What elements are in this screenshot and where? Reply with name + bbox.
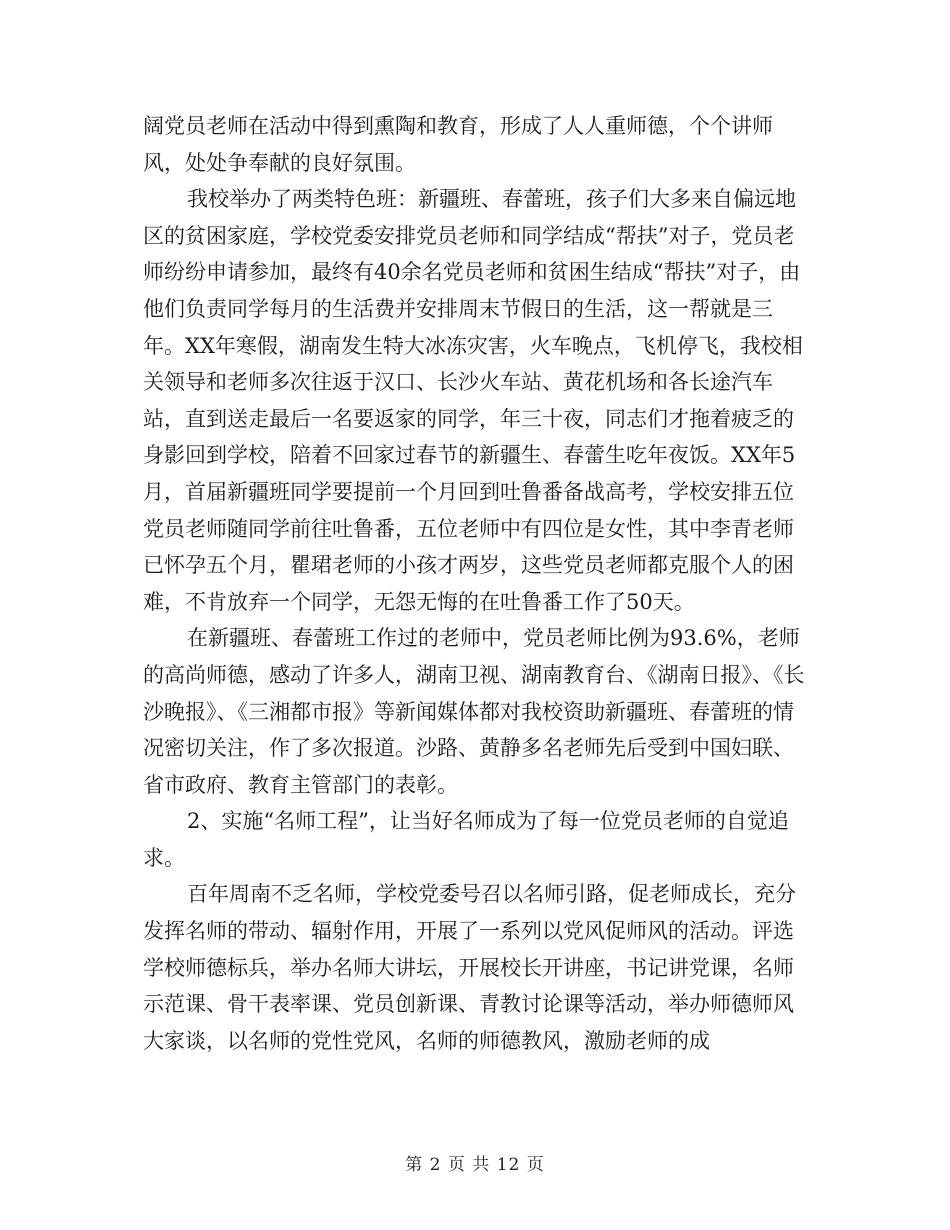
paragraph-5: 百年周南不乏名师，学校党委号召以名师引路，促老师成长，充分发挥名师的带动、辐射作用，开展了一系列以党风促师风的活动。评选学校师德标兵，举办名师大讲坛，开展校长开讲座，书记讲党课，名师示范课、骨干表率课、党员创新课、青教讨论课等活动，举办师德师风大家谈，以名师的党性党风，名师的师德教风，激励老师的成 <box>143 882 796 1053</box>
page-footer: 第 2 页 共 12 页 <box>405 1155 545 1175</box>
paragraph-4-heading: 2、实施“名师工程”，让当好名师成为了每一位党员老师的自觉追求。 <box>143 809 789 870</box>
paragraph-3: 在新疆班、春蕾班工作过的老师中，党员老师比例为93.6%，老师的高尚师德，感动了许多人，湖南卫视、湖南教育台、《湖南日报》、《长沙晚报》、《三湘都市报》等新闻媒体都对我校资助新疆班、春蕾班的情况密切关注，作了多次报道。沙路、黄静多名老师先后受到中国妇联、省市政府、教育主管部门的表彰。 <box>143 626 805 797</box>
paragraph-2: 我校举办了两类特色班：新疆班、春蕾班，孩子们大多来自偏远地区的贫困家庭，学校党委安排党员老师和同学结成“帮扶”对子，党员老师纷纷申请参加，最终有40余名党员老师和贫困生结成“帮扶”对子，由他们负责同学每月的生活费并安排周末节假日的生活，这一帮就是三年。XX年寒假，湖南发生特大冰冻灾害，火车晚点，飞机停飞，我校相关领导和老师多次往返于汉口、长沙火车站、黄花机场和各长途汽车站，直到送走最后一名要返家的同学，年三十夜，同志们才拖着疲乏的身影回到学校，陪着不回家过春节的新疆生、春蕾生吃年夜饭。XX年5月，首届新疆班同学要提前一个月回到吐鲁番备战高考，学校安排五位党员老师随同学前往吐鲁番，五位老师中有四位是女性，其中李青老师已怀孕五个月，瞿珺老师的小孩才两岁，这些党员老师都克服个人的困难，不肯放弃一个同学，无怨无悔的在吐鲁番工作了50天。 <box>143 187 803 614</box>
paragraph-1: 阔党员老师在活动中得到熏陶和教育，形成了人人重师德，个个讲师风，处处争奉献的良好氛围。 <box>143 114 773 175</box>
document-body <box>143 108 808 1059</box>
